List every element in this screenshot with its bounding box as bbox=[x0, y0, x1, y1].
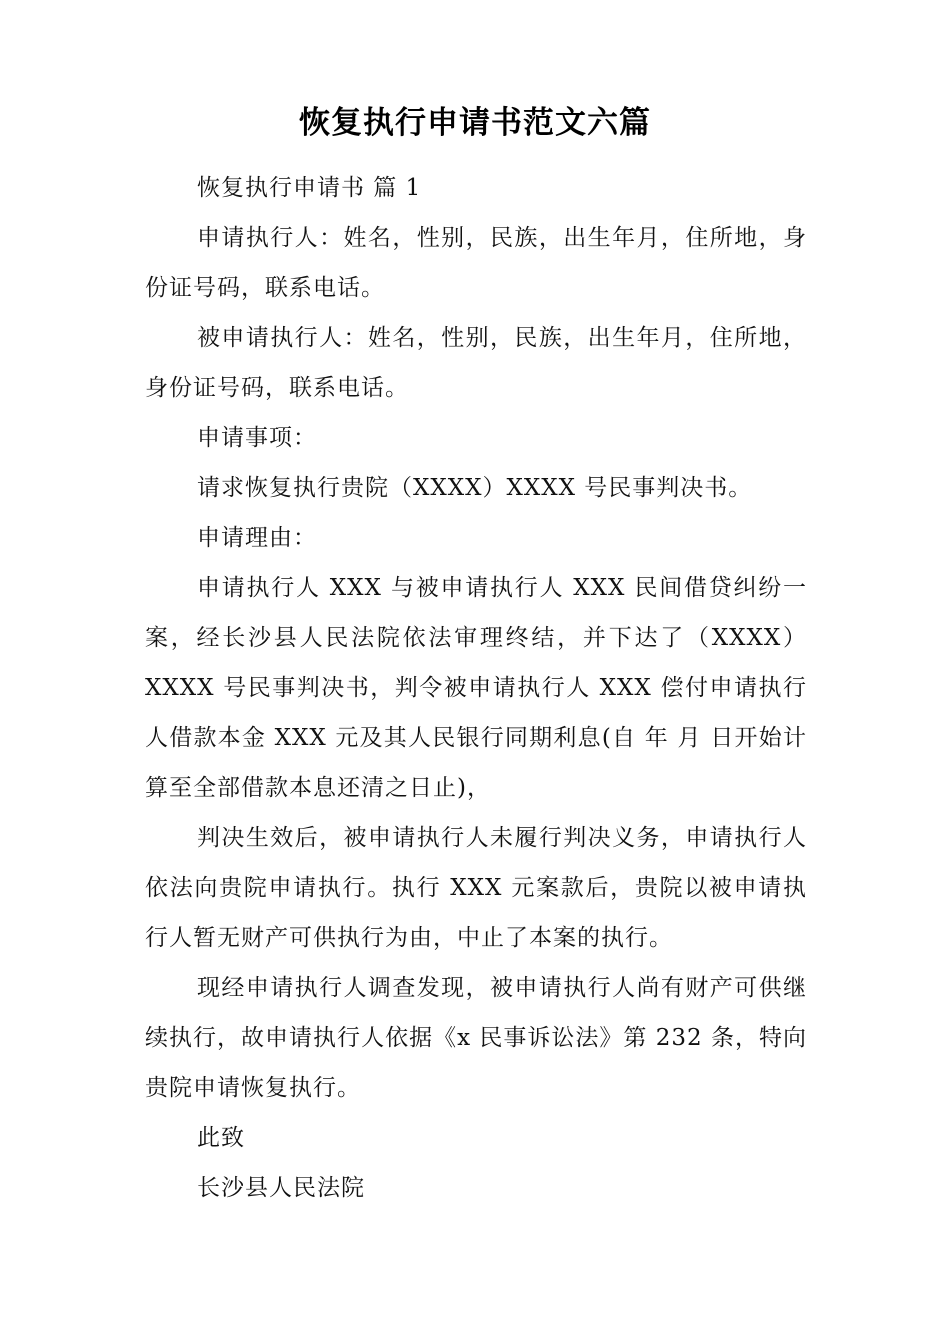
request-content: 请求恢复执行贵院（XXXX）XXXX 号民事判决书。 bbox=[197, 475, 753, 501]
reason-paragraph-3: 现经申请执行人调查发现，被申请执行人尚有财产可供继续执行，故申请执行人依据《x 民事诉讼法》第 232 条，特向贵院申请恢复执行。 bbox=[145, 975, 807, 1101]
section-heading: 恢复执行申请书 篇 1 bbox=[197, 175, 422, 201]
recipient-court: 长沙县人民法院 bbox=[197, 1175, 365, 1201]
respondent-info: 被申请执行人：姓名，性别，民族，出生年月，住所地，身份证号码，联系电话。 bbox=[145, 325, 807, 401]
closing-salutation: 此致 bbox=[197, 1125, 245, 1151]
reason-paragraph-1: 申请执行人 XXX 与被申请执行人 XXX 民间借贷纠纷一案，经长沙县人民法院依法审理终结，并下达了（XXXX）XXXX 号民事判决书，判令被申请执行人 XXX 偿付申请执行人借款本金 XXX 元及其人民银行同期利息(自 年 月 日开始计算至全部借款本息还清之日止)， bbox=[145, 575, 807, 801]
applicant-info: 申请执行人：姓名，性别，民族，出生年月，住所地，身份证号码，联系电话。 bbox=[145, 225, 807, 301]
reason-heading: 申请理由： bbox=[197, 525, 317, 551]
document-body bbox=[145, 163, 807, 1213]
request-heading: 申请事项： bbox=[197, 425, 317, 451]
document-title: 恢复执行申请书范文六篇 bbox=[299, 105, 651, 141]
reason-paragraph-2: 判决生效后，被申请执行人未履行判决义务，申请执行人依法向贵院申请执行。执行 XXX 元案款后，贵院以被申请执行人暂无财产可供执行为由，中止了本案的执行。 bbox=[145, 825, 807, 951]
